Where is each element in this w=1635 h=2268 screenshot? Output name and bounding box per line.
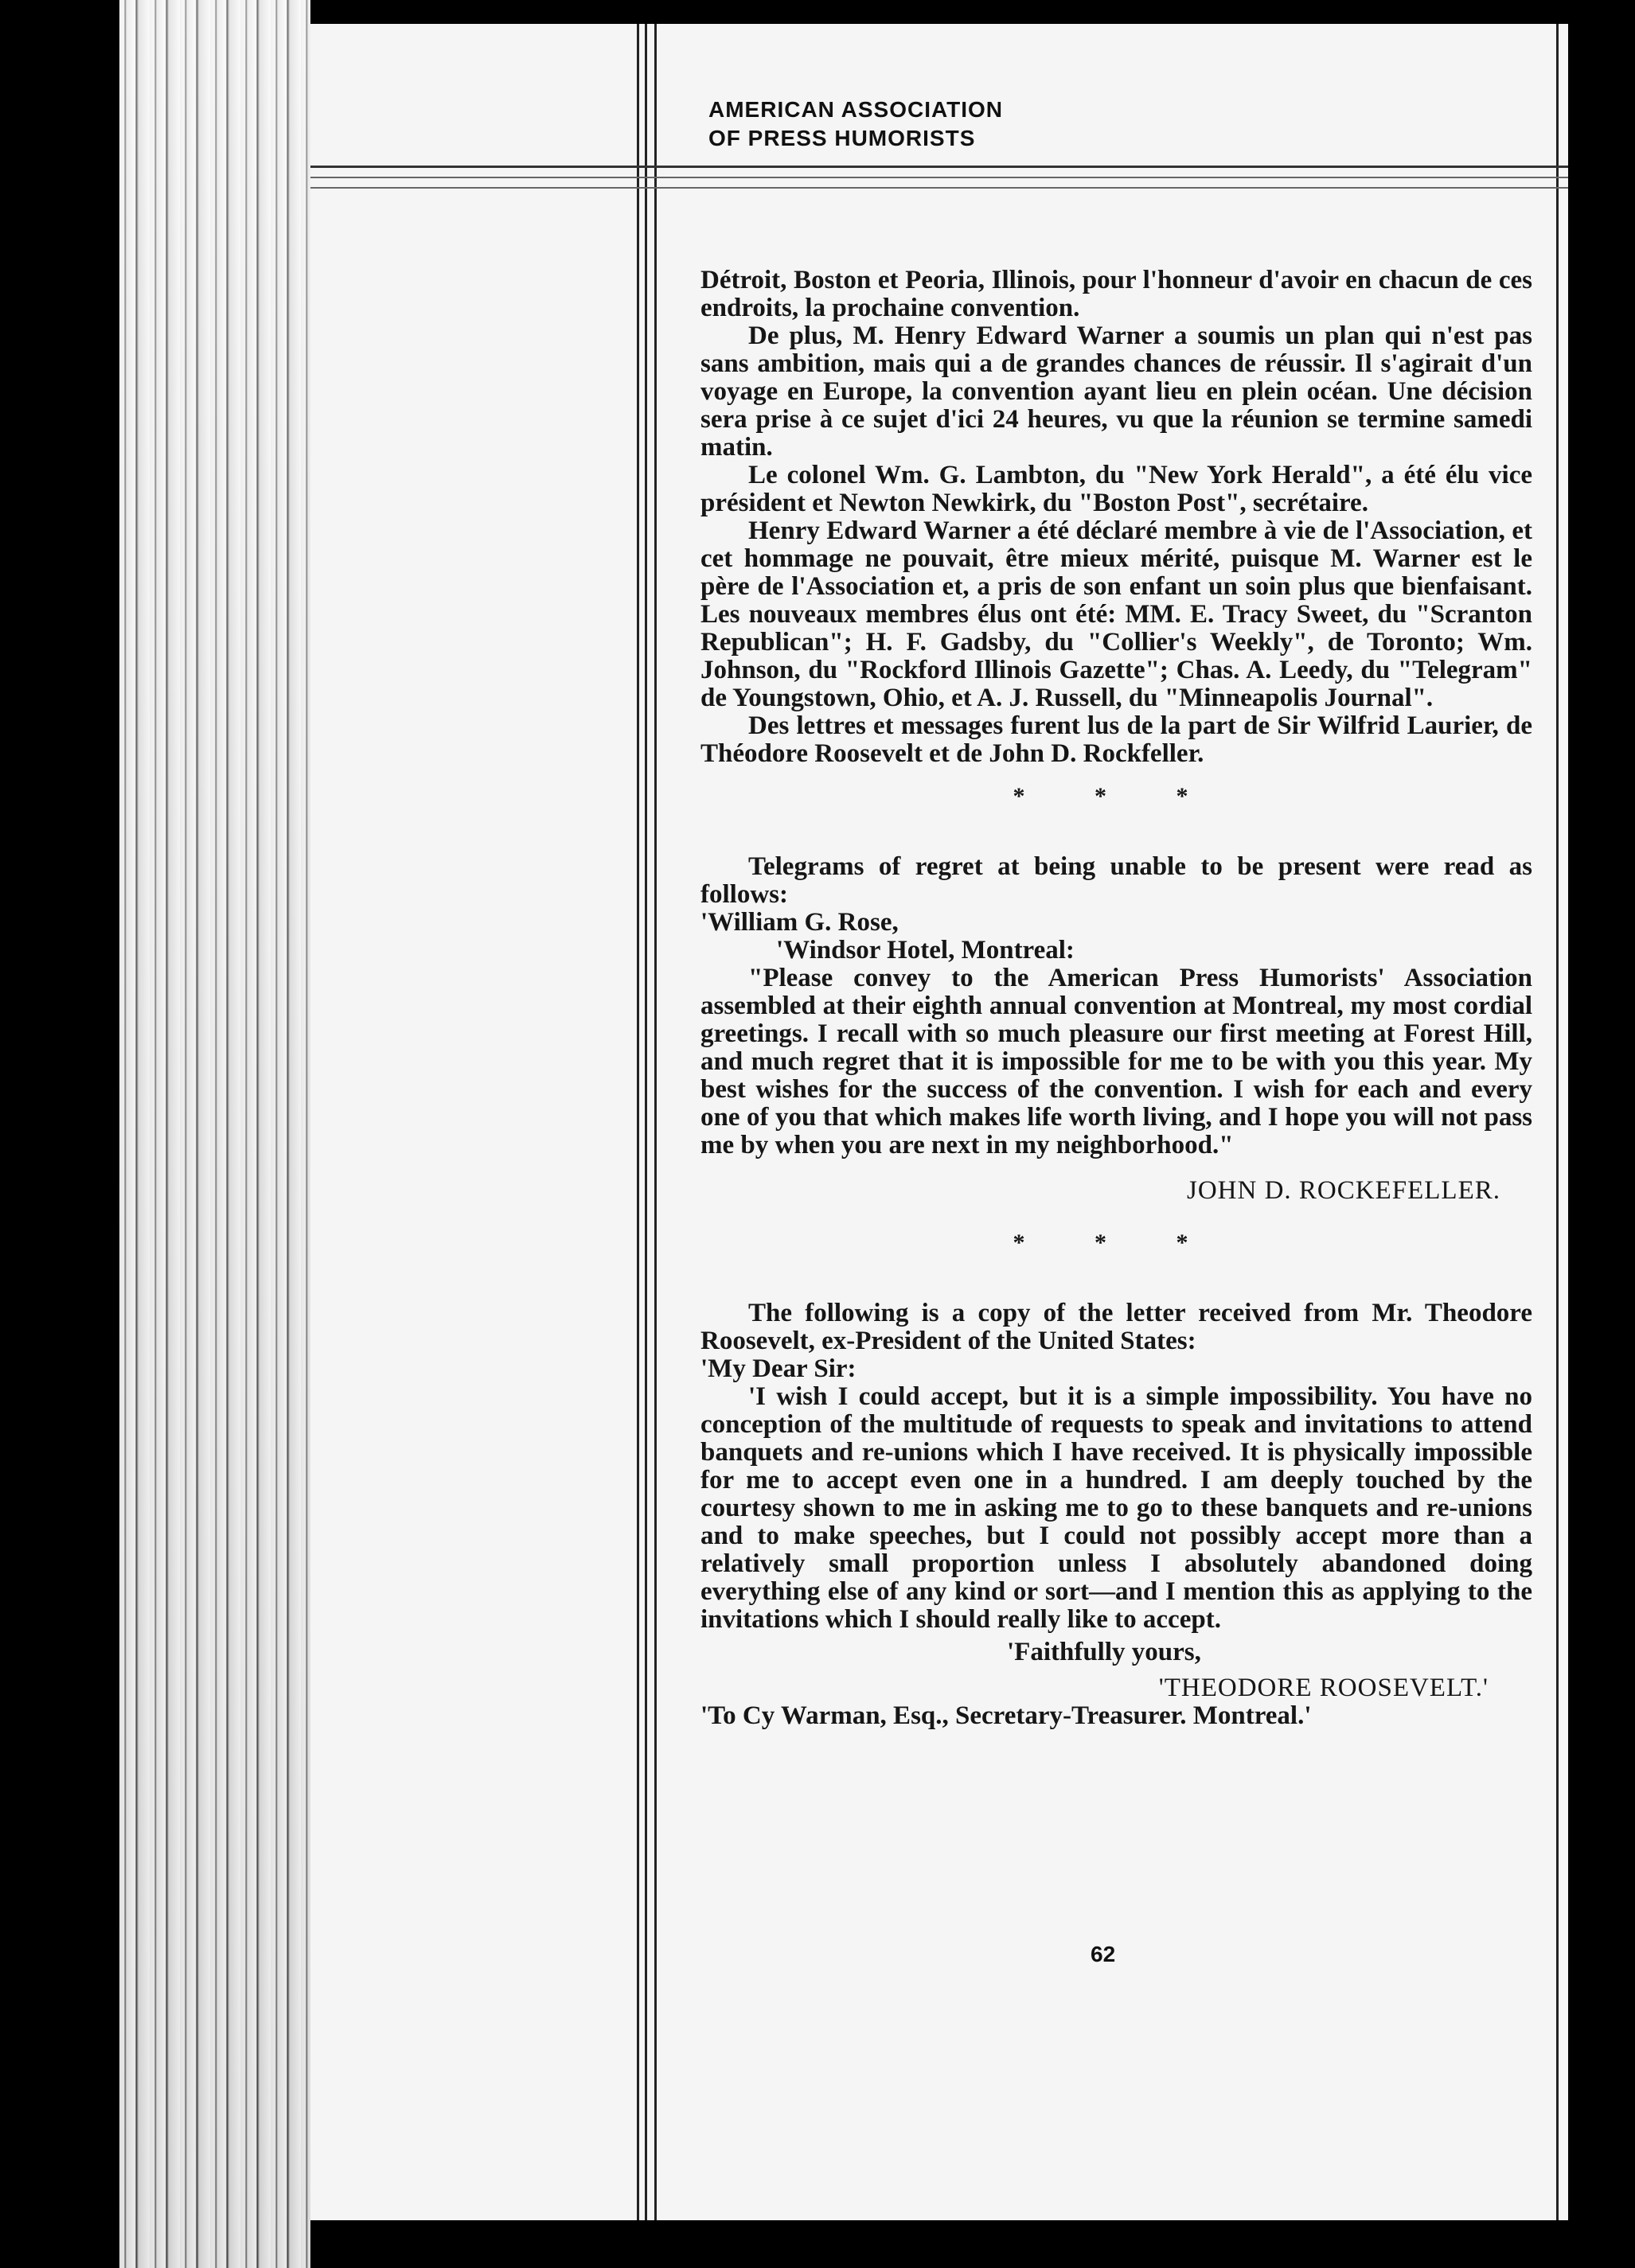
- telegram-addressee: 'William G. Rose,: [700, 908, 899, 937]
- telegram-address: 'Windsor Hotel, Montreal:: [776, 936, 1075, 964]
- letter-signature: 'THEODORE ROOSEVELT.': [1158, 1674, 1489, 1702]
- vertical-rule-left-3: [654, 24, 657, 2220]
- page-number: 62: [1091, 1942, 1116, 1966]
- section-separator-1: * * *: [1013, 783, 1220, 809]
- header-line-1: AMERICAN ASSOCIATION: [708, 97, 1003, 122]
- horizontal-rule-2: [310, 177, 1568, 178]
- stacked-page-edges: [119, 0, 310, 2268]
- letter-salutation: 'My Dear Sir:: [700, 1354, 857, 1383]
- telegram-intro: Telegrams of regret at being unable to be present were read as follows:: [700, 852, 1532, 909]
- running-header: [708, 95, 1425, 153]
- right-margin-dark: [1568, 0, 1635, 2268]
- vertical-rule-right: [1556, 24, 1559, 2220]
- horizontal-rule-3: [310, 187, 1568, 189]
- telegram-body: "Please convey to the American Press Humorists' Association assembled at their eighth annual convention at Montreal, my most cordial greetings. I recall with so much pleasure our first meeting at Forest Hill, and much regret that it is impossible for me to be with you this year. My best wishes for the success of the convention. I wish for each and every one of you that which makes life worth living, and I hope you will not pass me by when you are next in my neighborhood.": [700, 964, 1532, 1159]
- header-line-2: OF PRESS HUMORISTS: [708, 126, 976, 150]
- letter-intro: The following is a copy of the letter received from Mr. Theodore Roosevelt, ex-President of the United States:: [700, 1299, 1532, 1355]
- letter-recipient: 'To Cy Warman, Esq., Secretary-Treasurer. Montreal.': [700, 1701, 1312, 1730]
- paragraph-5: Des lettres et messages furent lus de la part de Sir Wilfrid Laurier, de Théodore Roosevelt et de John D. Rockfeller.: [700, 711, 1532, 768]
- book-spine-shadow: [0, 0, 119, 2268]
- letter-body: 'I wish I could accept, but it is a simple impossibility. You have no conception of the multitude of requests to speak and invitations to attend banquets and re-unions which I have received. It is physically impossible for me to accept even one in a hundred. I am deeply touched by the courtesy shown to me in asking me to go to these banquets and re-unions and to make speeches, but I could not possibly accept more than a relatively small proportion unless I absolutely abandoned doing everything else of any kind or sort—and I mention this as applying to the invitations which I should really like to accept.: [700, 1382, 1532, 1634]
- letter-closing: 'Faithfully yours,: [1007, 1638, 1201, 1666]
- page-body: [700, 267, 1532, 1730]
- paragraph-2: De plus, M. Henry Edward Warner a soumis un plan qui n'est pas sans ambition, mais qui a de grandes chances de réussir. Il s'agirait d'un voyage en Europe, la convention ayant lieu en plein océan. Une décision sera prise à ce sujet d'ici 24 heures, vu que la réunion se termine samedi matin.: [700, 321, 1532, 462]
- paragraph-4: Henry Edward Warner a été déclaré membre à vie de l'Association, et cet hommage ne pouvait, être mieux mérité, puisque M. Warner est le père de l'Association et, a pris de son enfant un soin plus que bienfaisant. Les nouveaux membres élus ont été: MM. E. Tracy Sweet, du "Scranton Republican"; H. F. Gadsby, du "Collier's Weekly", de Toronto; Wm. Johnson, du "Rockford Illinois Gazette"; Chas. A. Leedy, du "Telegram" de Youngstown, Ohio, et A. J. Russell, du "Minneapolis Journal".: [700, 516, 1532, 712]
- vertical-rule-left-2: [645, 24, 647, 2220]
- paragraph-1: Détroit, Boston et Peoria, Illinois, pour l'honneur d'avoir en chacun de ces endroits, la prochaine convention.: [700, 266, 1532, 322]
- vertical-rule-left-1: [637, 24, 639, 2220]
- paragraph-3: Le colonel Wm. G. Lambton, du "New York Herald", a été élu vice président et Newton Newkirk, du "Boston Post", secrétaire.: [700, 461, 1532, 517]
- telegram-signature: JOHN D. ROCKEFELLER.: [1186, 1176, 1500, 1205]
- horizontal-rule-1: [310, 166, 1568, 168]
- section-separator-2: * * *: [1013, 1229, 1220, 1256]
